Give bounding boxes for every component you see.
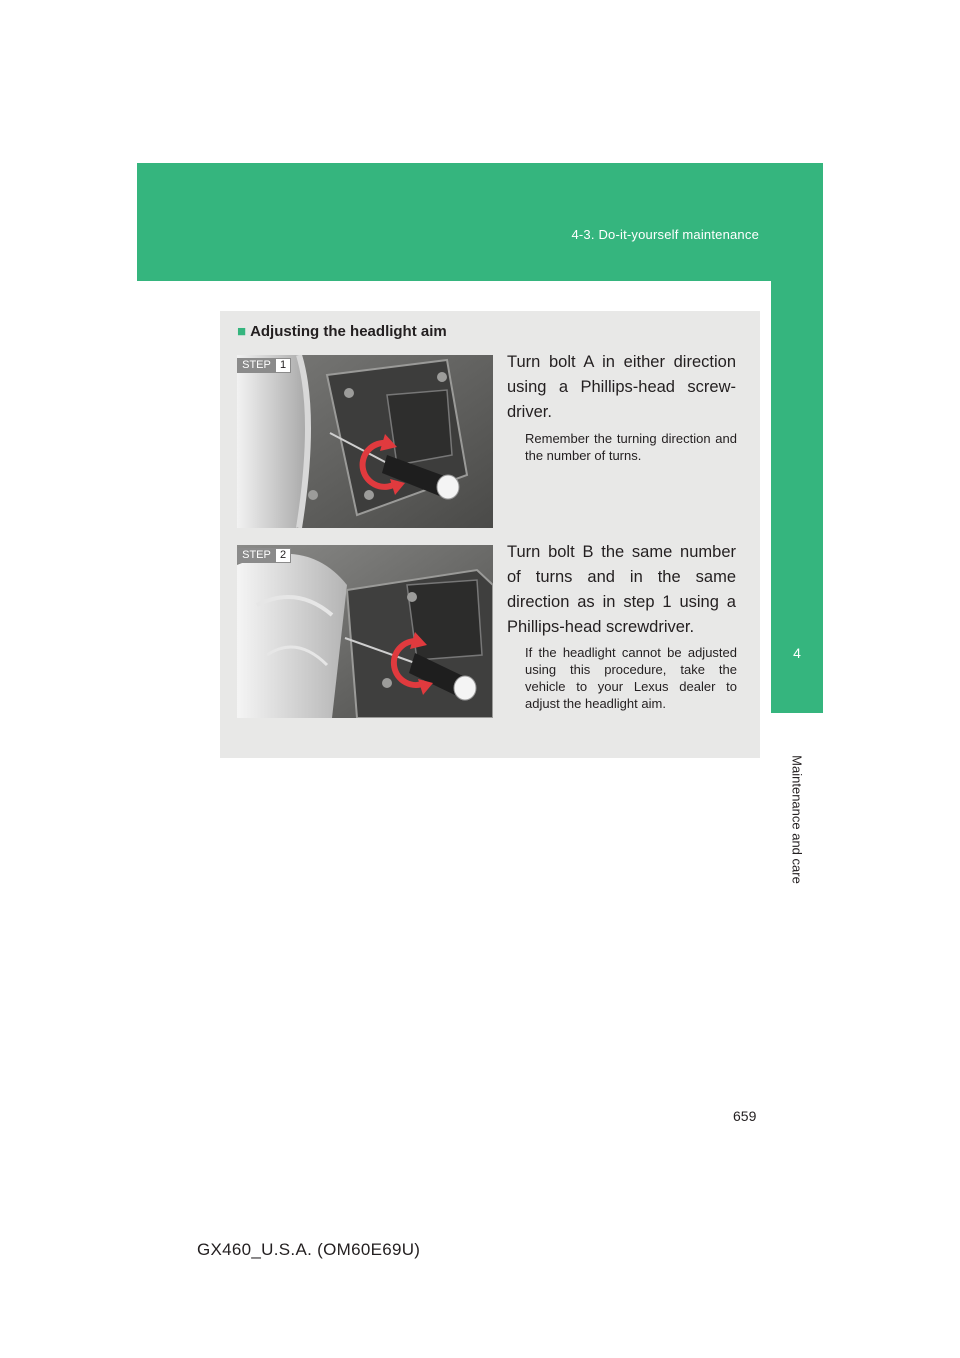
step-2-photo (237, 545, 493, 718)
step-2-text: Turn bolt B the same number of turns and in the same direction as in step 1 using a Phillips-head screwdriver. (507, 543, 736, 636)
square-bullet-icon: ■ (237, 323, 247, 340)
chapter-title: Maintenance and care (789, 755, 805, 884)
step-2-note: If the headlight cannot be adjusted using this procedure, take the vehicle to your Lexus dealer to adjust the headlight aim. (525, 645, 737, 711)
headlight-bolt-a-illustration (237, 355, 493, 528)
box-title-text: Adjusting the headlight aim (250, 323, 447, 340)
step-1-badge-number: 1 (276, 358, 291, 373)
procedure-box (220, 311, 760, 758)
step-1-text: Turn bolt A in either direction using a Phillips-head screw-driver. (507, 353, 736, 421)
document-code: GX460_U.S.A. (OM60E69U) (197, 1240, 421, 1259)
headlight-bolt-b-illustration (237, 545, 493, 718)
chapter-number: 4 (793, 645, 801, 661)
box-title (237, 323, 447, 340)
page-number: 659 (733, 1108, 757, 1124)
step-1-badge (237, 358, 291, 373)
section-label: 4-3. Do-it-yourself maintenance (571, 227, 759, 242)
step-1-photo (237, 355, 493, 528)
chapter-tab (771, 281, 823, 713)
step-1-note: Remember the turning direction and the number of turns. (525, 431, 737, 463)
step-2-badge (237, 548, 291, 563)
step-2-badge-word: STEP (237, 548, 276, 563)
step-1-badge-word: STEP (237, 358, 276, 373)
step-2-badge-number: 2 (276, 548, 291, 563)
header-band (137, 163, 823, 281)
